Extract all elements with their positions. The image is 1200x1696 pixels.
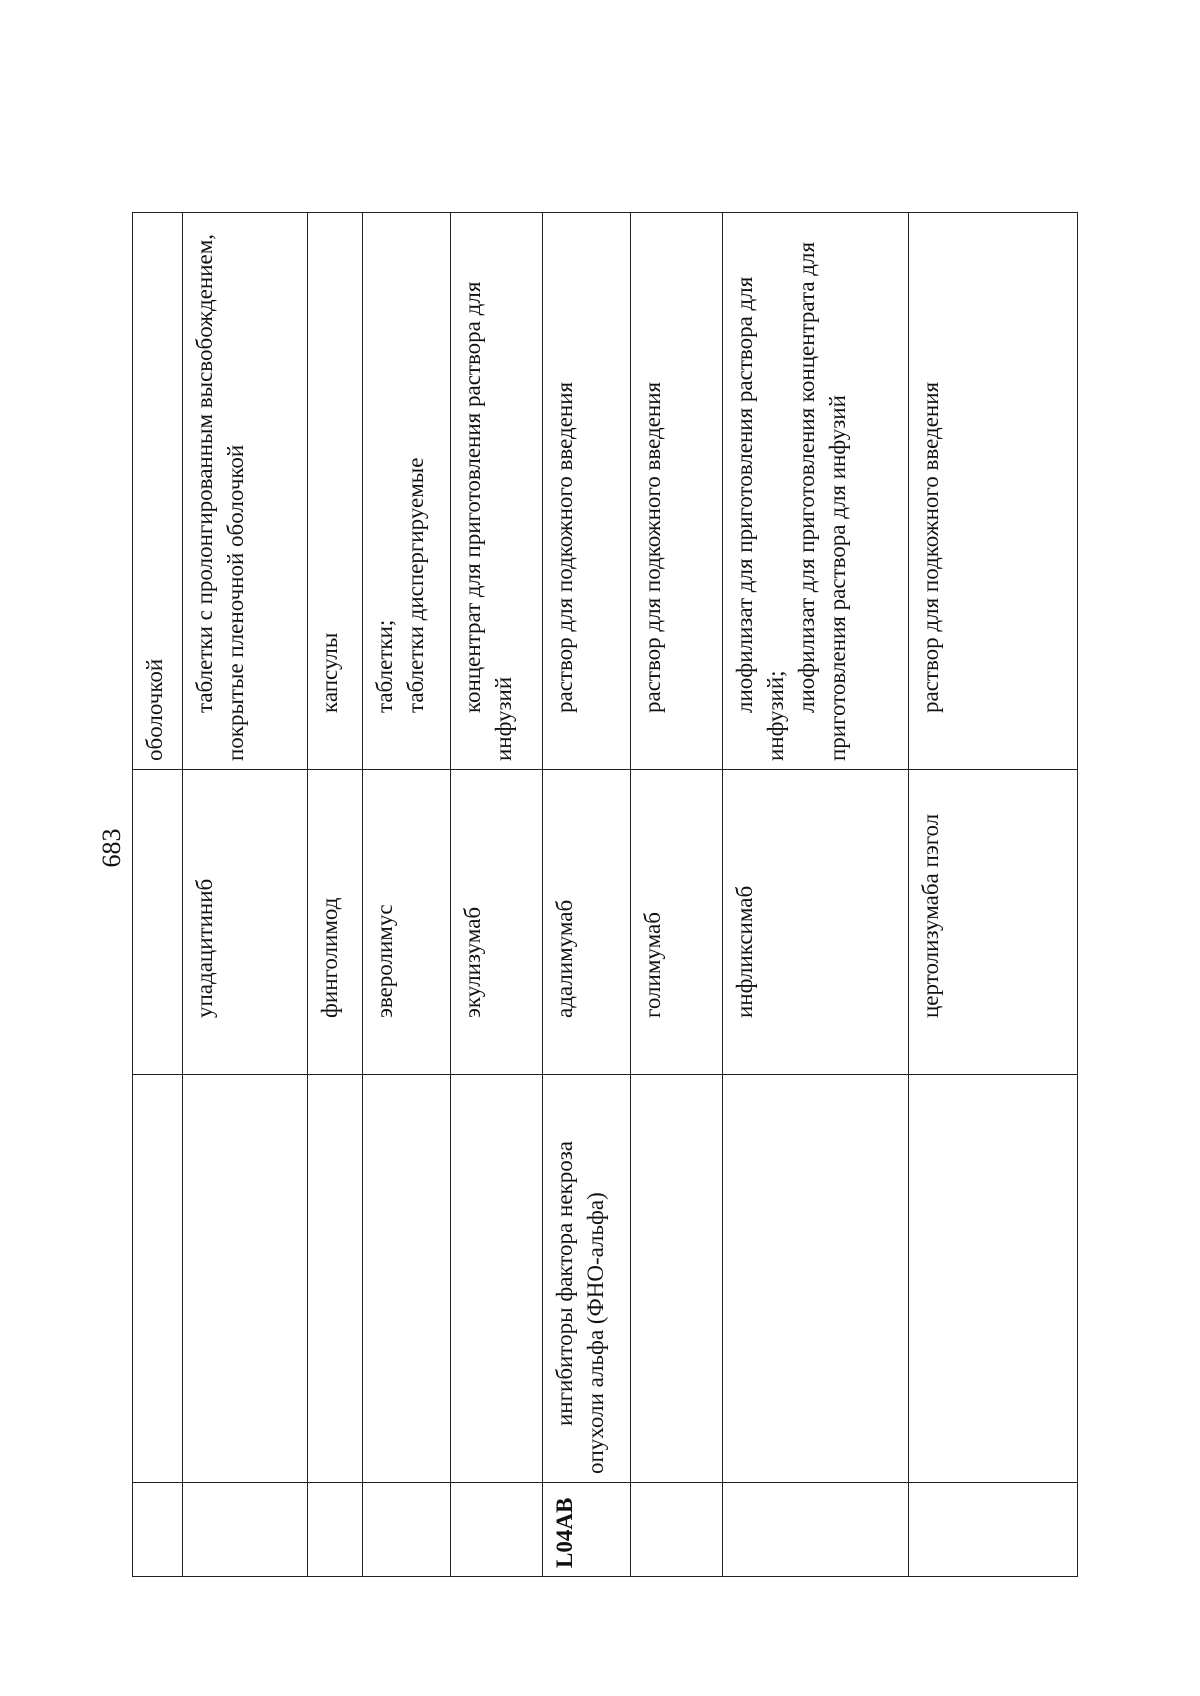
table-row	[909, 213, 1078, 1577]
dosage-form-line: раствор для подкожного введения	[640, 381, 665, 713]
atc-code-cell	[363, 1483, 451, 1577]
group-cell	[451, 1075, 543, 1483]
table-row	[631, 213, 723, 1577]
table-row	[723, 213, 909, 1577]
atc-code-cell	[183, 1483, 308, 1577]
table-row	[133, 213, 183, 1577]
group-cell	[631, 1075, 723, 1483]
group-cell	[133, 1075, 183, 1483]
drug-name-cell: эверолимус	[363, 770, 451, 1075]
group-cell	[363, 1075, 451, 1483]
table-row	[363, 213, 451, 1577]
dosage-form-line: раствор для подкожного введения	[918, 381, 943, 713]
dosage-form-line: оболочкой	[142, 658, 167, 761]
dosage-form-cell	[363, 213, 451, 770]
dosage-form-line: таблетки диспергируемые	[403, 457, 428, 713]
drug-name-cell: упадацитиниб	[183, 770, 308, 1075]
atc-code-cell	[909, 1483, 1078, 1577]
dosage-form-cell	[631, 213, 723, 770]
dosage-form-line: таблетки с пролонгированным высвобождением, покрытые пленочной оболочкой	[192, 233, 248, 761]
table-row	[183, 213, 308, 1577]
dosage-form-cell	[723, 213, 909, 770]
dosage-form-line: лиофилизат для приготовления концентрата для приготовления раствора для инфузий	[794, 241, 850, 761]
dosage-form-cell	[308, 213, 363, 770]
group-cell: ингибиторы фактора некроза опухоли альфа (ФНО-альфа)	[543, 1075, 631, 1483]
dosage-form-line: таблетки;	[372, 619, 397, 713]
dosage-form-cell	[133, 213, 183, 770]
group-cell	[308, 1075, 363, 1483]
drug-table	[132, 212, 1078, 1577]
drug-name-cell: адалимумаб	[543, 770, 631, 1075]
dosage-form-line: раствор для подкожного введения	[552, 381, 577, 713]
table-row	[451, 213, 543, 1577]
drug-name-cell: финголимод	[308, 770, 363, 1075]
drug-name-cell	[133, 770, 183, 1075]
atc-code-cell	[631, 1483, 723, 1577]
drug-name-cell: инфликсимаб	[723, 770, 909, 1075]
atc-code-cell	[308, 1483, 363, 1577]
atc-code-cell	[133, 1483, 183, 1577]
dosage-form-cell	[451, 213, 543, 770]
group-cell	[183, 1075, 308, 1483]
dosage-form-cell	[543, 213, 631, 770]
drug-name-cell: цертолизумаба пэгол	[909, 770, 1078, 1075]
group-cell	[909, 1075, 1078, 1483]
table-row	[308, 213, 363, 1577]
dosage-form-cell	[909, 213, 1078, 770]
dosage-form-line: концентрат для приготовления раствора для инфузий	[460, 281, 516, 761]
dosage-form-line: лиофилизат для приготовления раствора для инфузий;	[732, 276, 788, 761]
dosage-form-cell	[183, 213, 308, 770]
group-cell	[723, 1075, 909, 1483]
table-row	[543, 213, 631, 1577]
dosage-form-line: капсулы	[317, 632, 342, 713]
atc-code-cell	[451, 1483, 543, 1577]
drug-name-cell: голимумаб	[631, 770, 723, 1075]
atc-code-cell	[723, 1483, 909, 1577]
document-table-frame	[132, 212, 1078, 1576]
page-number: 683	[97, 828, 126, 868]
atc-code-cell: L04AB	[543, 1483, 631, 1577]
drug-name-cell: экулизумаб	[451, 770, 543, 1075]
